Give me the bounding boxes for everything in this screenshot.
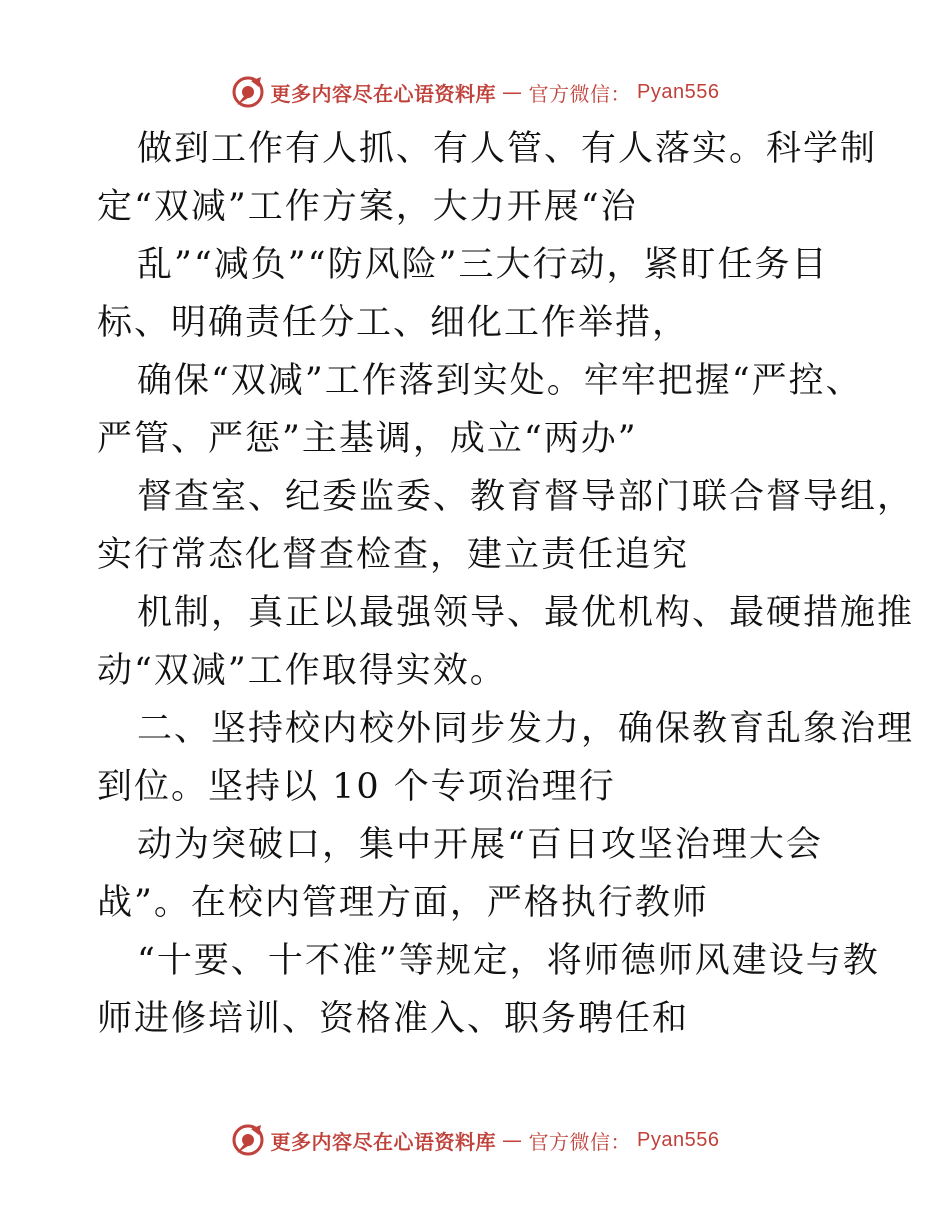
- text-line: 确保“双减”工作落到实处。牢牢把握“严控、: [137, 361, 863, 401]
- text-line: 战”。在校内管理方面，严格执行教师: [97, 883, 709, 923]
- text-line: 机制，真正以最强领导、最优机构、最硬措施推: [137, 593, 915, 633]
- text-line: 师进修培训、资格准入、职务聘任和: [97, 999, 690, 1039]
- text-line: 到位。坚持以 10 个专项治理行: [97, 767, 616, 807]
- footer-banner: [0, 1120, 950, 1160]
- quill-seal-icon: [231, 75, 265, 109]
- footer-dash: —: [502, 1128, 523, 1152]
- text-line: “十要、十不准”等规定，将师德师风建设与教: [137, 941, 880, 981]
- header-banner-content: [231, 75, 720, 109]
- footer-wechat-id: Pyan556: [637, 1128, 720, 1151]
- text-line: 实行常态化督查检查，建立责任追究: [97, 535, 690, 575]
- text-line: 乱”“减负”“防风险”三大行动，紧盯任务目: [137, 245, 829, 285]
- footer-wechat-label: 官方微信：: [528, 1129, 632, 1154]
- text-line: 动为突破口，集中开展“百日攻坚治理大会: [137, 825, 823, 865]
- header-dash: —: [502, 80, 523, 104]
- text-line: 定“双减”工作方案，大力开展“治: [97, 187, 638, 227]
- text-line: 做到工作有人抓、有人管、有人落实。科学制: [137, 129, 878, 169]
- text-line: 动“双减”工作取得实效。: [97, 651, 507, 691]
- document-body: [97, 120, 915, 1048]
- header-site-text: 更多内容尽在心语资料库: [270, 81, 497, 106]
- text-line: 督查室、纪委监委、教育督导部门联合督导组，: [137, 477, 915, 517]
- text-line: 标、明确责任分工、细化工作举措，: [97, 303, 690, 343]
- text-line: 二、坚持校内校外同步发力，确保教育乱象治理: [137, 709, 915, 749]
- footer-banner-content: [231, 1123, 720, 1157]
- text-line: 严管、严惩”主基调，成立“两办”: [97, 419, 638, 459]
- quill-seal-icon: [231, 1123, 265, 1157]
- footer-site-text: 更多内容尽在心语资料库: [270, 1129, 497, 1154]
- header-wechat-id: Pyan556: [637, 80, 720, 103]
- header-wechat-label: 官方微信：: [528, 81, 632, 106]
- header-banner: [0, 72, 950, 112]
